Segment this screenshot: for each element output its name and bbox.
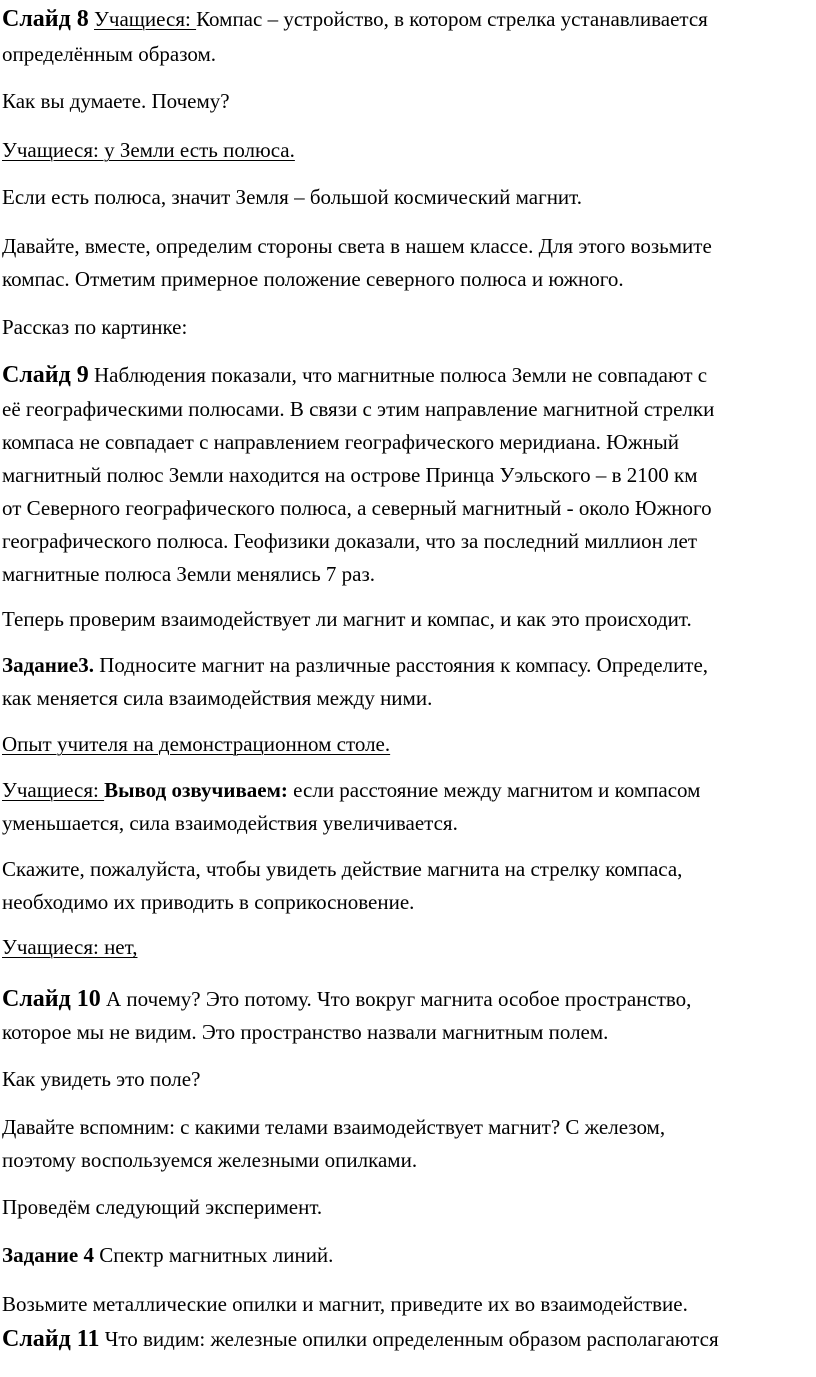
remember-line2: поэтому воспользуемся железными опилками.	[2, 1148, 418, 1172]
task3-line2: как меняется сила взаимодействия между ними.	[2, 686, 433, 710]
slide-heading: Слайд 10	[2, 986, 101, 1012]
compass-paragraph-line1: Давайте, вместе, определим стороны света в нашем классе. Для этого возьмите	[2, 234, 712, 258]
poles-paragraph: Если есть полюса, значит Земля – большой космический магнит.	[2, 185, 583, 209]
slide9-line7: магнитные полюса Земли менялись 7 раз.	[2, 562, 376, 586]
slide-heading: Слайд 8	[2, 6, 89, 32]
slide8-line1: Слайд 8 Учащиеся: Компас – устройство, в котором стрелка устанавливается	[2, 6, 708, 32]
task3-line1: Задание3. Подносите магнит на различные расстояния к компасу. Определите,	[2, 653, 709, 677]
task-label: Задание3.	[2, 653, 94, 677]
slide11-line1: Слайд 11 Что видим: железные опилки определенным образом располагаются	[2, 1326, 719, 1352]
task4-paragraph: Задание 4 Спектр магнитных линий.	[2, 1243, 334, 1267]
contact-question-line1: Скажите, пожалуйста, чтобы увидеть действие магнита на стрелку компаса,	[2, 857, 683, 881]
slide9-line6: географического полюса. Геофизики доказали, что за последний миллион лет	[2, 529, 698, 553]
slide-heading: Слайд 9	[2, 362, 89, 388]
question-paragraph: Как вы думаете. Почему?	[2, 89, 230, 113]
teacher-demo-paragraph: Опыт учителя на демонстрационном столе.	[2, 732, 391, 756]
slide10-line2: которое мы не видим. Это пространство назвали магнитным полем.	[2, 1020, 609, 1044]
experiment-paragraph: Проведём следующий эксперимент.	[2, 1195, 323, 1219]
check-paragraph: Теперь проверим взаимодействует ли магнит и компас, и как это происходит.	[2, 607, 692, 631]
students-label: Учащиеся:	[94, 7, 197, 31]
students-answer-no: Учащиеся: нет,	[2, 935, 138, 959]
slide-heading: Слайд 11	[2, 1326, 100, 1352]
slide9-line4: магнитный полюс Земли находится на острове Принца Уэльского – в 2100 км	[2, 463, 698, 487]
slide9-line3: компаса не совпадает с направлением географического меридиана. Южный	[2, 430, 680, 454]
slide8-line2: определённым образом.	[2, 42, 217, 66]
compass-paragraph-line2: компас. Отметим примерное положение северного полюса и южного.	[2, 267, 624, 291]
conclusion-line1: Учащиеся: Вывод озвучиваем: если расстояние между магнитом и компасом	[2, 778, 701, 802]
field-question-paragraph: Как увидеть это поле?	[2, 1067, 201, 1091]
students-label: Учащиеся:	[2, 778, 105, 802]
students-answer-poles: Учащиеся: у Земли есть полюса.	[2, 138, 295, 162]
conclusion-line2: уменьшается, сила взаимодействия увеличивается.	[2, 811, 458, 835]
story-paragraph: Рассказ по картинке:	[2, 315, 188, 339]
remember-line1: Давайте вспомним: с какими телами взаимодействует магнит? С железом,	[2, 1115, 666, 1139]
slide9-line1: Слайд 9 Наблюдения показали, что магнитные полюса Земли не совпадают с	[2, 362, 708, 388]
conclusion-label: Вывод озвучиваем:	[104, 778, 288, 802]
task-label: Задание 4	[2, 1243, 94, 1267]
slide9-line2: её географическими полюсами. В связи с этим направление магнитной стрелки	[2, 397, 715, 421]
slide9-line5: от Северного географического полюса, а северный магнитный - около Южного	[2, 496, 712, 520]
slide10-line1: Слайд 10 А почему? Это потому. Что вокруг магнита особое пространство,	[2, 986, 692, 1012]
filings-paragraph: Возьмите металлические опилки и магнит, приведите их во взаимодействие.	[2, 1292, 688, 1316]
contact-question-line2: необходимо их приводить в соприкосновение.	[2, 890, 415, 914]
